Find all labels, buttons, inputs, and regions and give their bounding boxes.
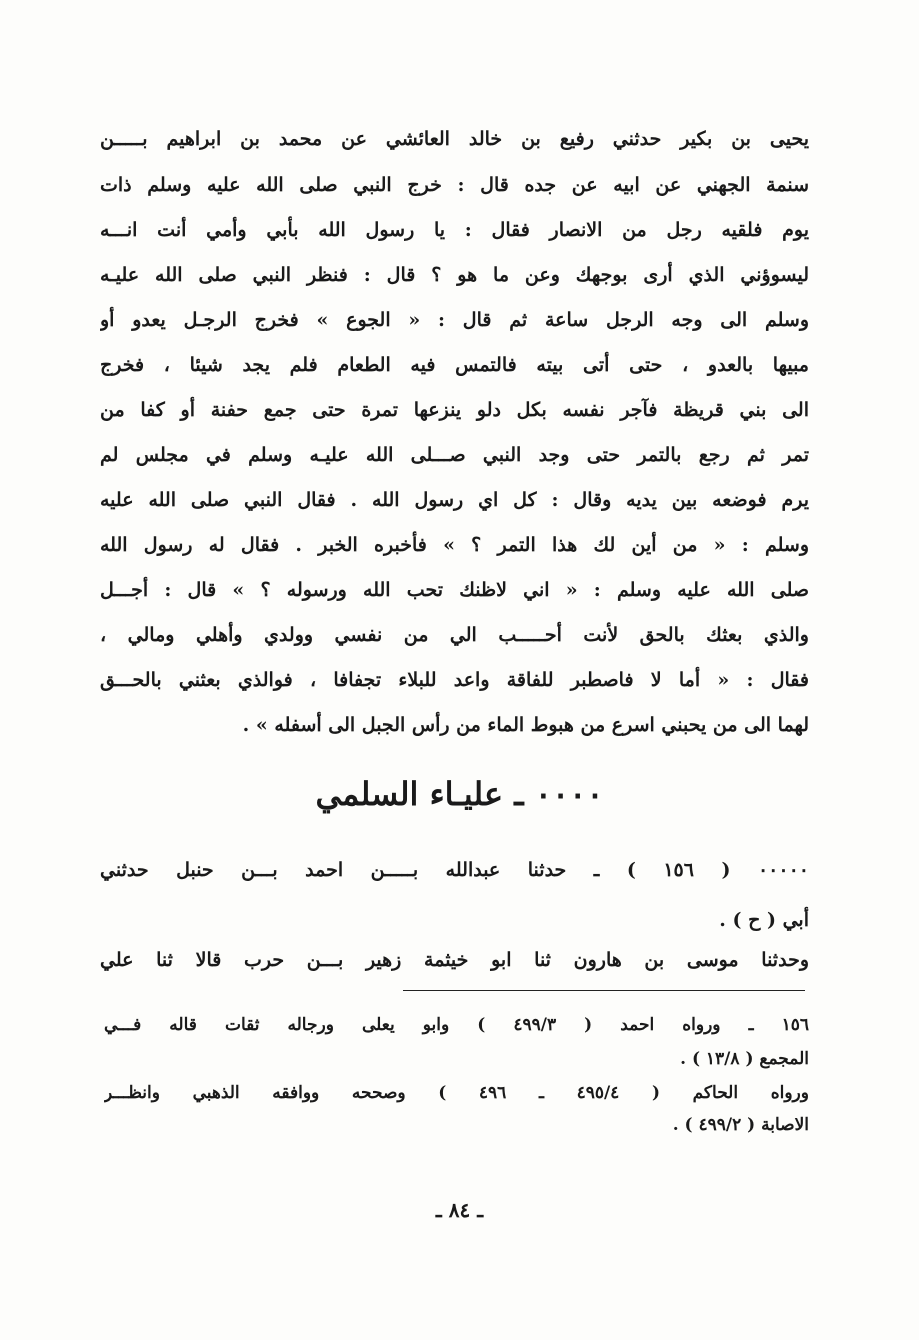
text-line: ليسوؤني الذي أرى بوجهك وعن ما هو ؟ قال : فنظر النبي صلى الله عليـه — [100, 264, 809, 286]
footnote-line: المجمع ( ١٣/٨ ) . — [680, 1049, 809, 1069]
text-line: وسلم الى وجه الرجل ساعة ثم قال : « الجوع » فخرج الرجـل يعدو أو — [100, 309, 809, 331]
text-line: تمر ثم رجع بالتمر حتى وجد النبي صـــلى الله عليـه وسلم في مجلس لم — [100, 444, 809, 466]
narration-line: ٠٠٠٠٠ ( ١٥٦ ) ـ حدثنا عبدالله بـــــن احمد بـــن حنبل حدثني — [100, 859, 809, 881]
narration-line: أبي ( ح ) . — [719, 909, 809, 931]
text-line: يرم فوضعه بين يديه وقال : كل اي رسول الله . فقال النبي صلى الله عليه — [100, 489, 809, 511]
text-line: والذي بعثك بالحق لأنت أحـــــب الي من نفسي وولدي وأهلي ومالي ، — [100, 624, 809, 646]
text-line: سنمة الجهني عن ابيه عن جده قال : خرج النبي صلى الله عليه وسلم ذات — [100, 174, 809, 196]
footnote-line: الاصابة ( ٤٩٩/٢ ) . — [672, 1115, 809, 1135]
text-line: الى بني قريظة فآجر نفسه بكل دلو ينزعها تمرة حتى جمع حفنة أو كفا من — [100, 399, 809, 421]
footnote-line: ١٥٦ ـ ورواه احمد ( ٤٩٩/٣ ) وابو يعلى ورجاله ثقات قاله فـــي — [104, 1015, 809, 1035]
text-line: لهما الى من يحبني اسرع من هبوط الماء من رأس الجبل الى أسفله » . — [242, 714, 809, 736]
page-number: ـ ٨٤ ـ — [435, 1198, 484, 1222]
narration-line: وحدثنا موسى بن هارون ثنا ابو خيثمة زهير بـــن حرب قالا ثنا علي — [100, 949, 809, 971]
text-line: يحيى بن بكير حدثني رفيع بن خالد العائشي عن محمد بن ابراهيم بـــــن — [100, 128, 809, 150]
text-line: فقال : « أما لا فاصطبر للفاقة واعد للبلاء تجفافا ، فوالذي بعثني بالحـــق — [100, 669, 809, 691]
text-line: صلى الله عليه وسلم : « اني لاظنك تحب الله ورسوله ؟ » قال : أجـــل — [100, 579, 809, 601]
section-heading: ٠٠٠٠ ـ عليـاء السلمي — [315, 775, 604, 813]
text-line: وسلم : « من أين لك هذا التمر ؟ » فأخبره الخبر . فقال له رسول الله — [100, 534, 809, 556]
footnote-divider — [403, 990, 805, 991]
footnote-line: ورواه الحاكم ( ٤٩٥/٤ ـ ٤٩٦ ) وصححه ووافقه الذهبي وانظـــر — [104, 1083, 809, 1103]
text-line: يوم فلقيه رجل من الانصار فقال : يا رسول الله بأبي وأمي أنت انـــه — [100, 219, 809, 241]
text-line: مبيها بالعدو ، حتى أتى بيته فالتمس فيه الطعام فلم يجد شيئا ، فخرج — [100, 354, 809, 376]
